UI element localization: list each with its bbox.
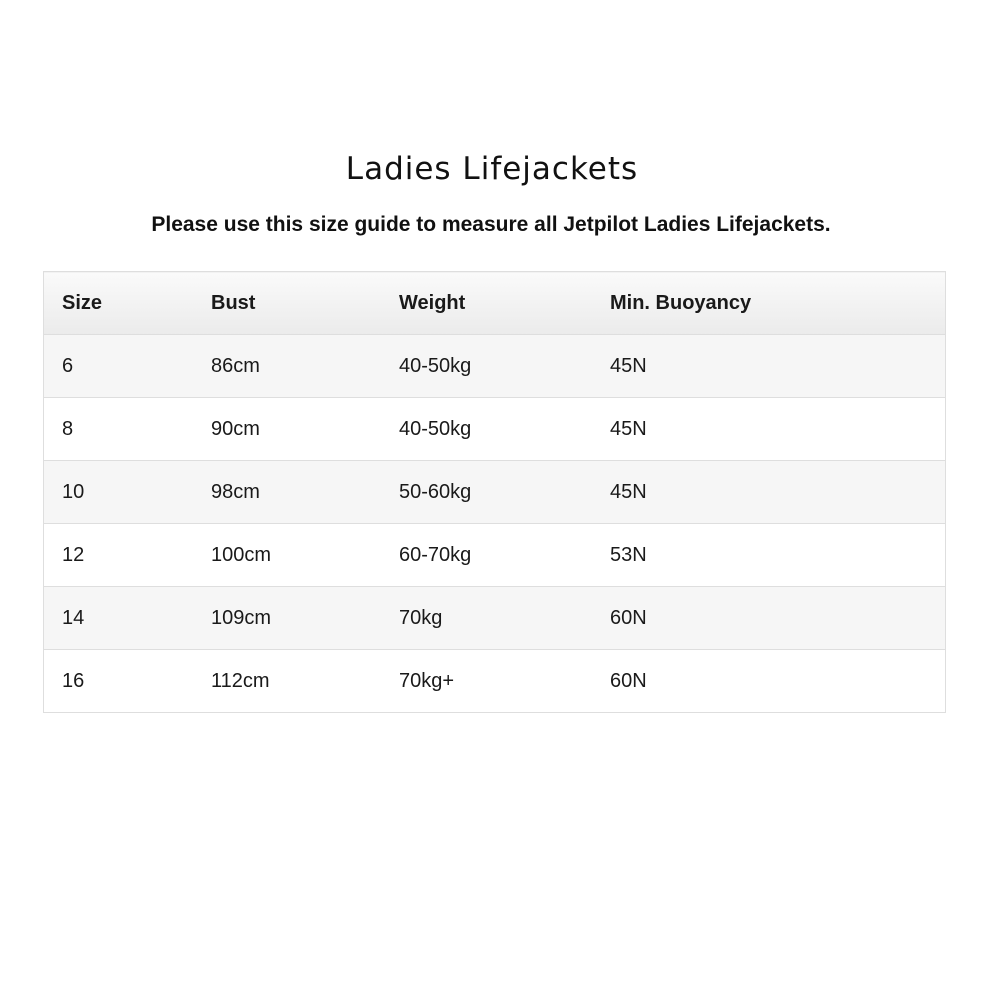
cell-min-buoyancy: 60N: [610, 650, 946, 713]
table-row: [44, 587, 946, 650]
table-header-row: [44, 272, 946, 335]
column-header-min-buoyancy: Min. Buoyancy: [610, 272, 946, 335]
cell-bust: 90cm: [211, 398, 399, 461]
page-title: Ladies Lifejackets: [345, 151, 639, 187]
column-header-bust: Bust: [211, 272, 399, 335]
size-guide-table: [43, 271, 946, 713]
cell-bust: 112cm: [211, 650, 399, 713]
cell-size: 12: [44, 524, 212, 587]
cell-weight: 70kg+: [399, 650, 610, 713]
cell-min-buoyancy: 45N: [610, 398, 946, 461]
column-header-weight: Weight: [399, 272, 610, 335]
cell-bust: 100cm: [211, 524, 399, 587]
cell-bust: 109cm: [211, 587, 399, 650]
cell-bust: 86cm: [211, 335, 399, 398]
cell-weight: 60-70kg: [399, 524, 610, 587]
cell-size: 6: [44, 335, 212, 398]
table-row: [44, 524, 946, 587]
cell-size: 10: [44, 461, 212, 524]
cell-size: 8: [44, 398, 212, 461]
cell-min-buoyancy: 45N: [610, 461, 946, 524]
page-subtitle: Please use this size guide to measure all Jetpilot Ladies Lifejackets.: [151, 213, 831, 236]
table-row: [44, 398, 946, 461]
cell-size: 16: [44, 650, 212, 713]
cell-size: 14: [44, 587, 212, 650]
table-row: [44, 461, 946, 524]
cell-weight: 70kg: [399, 587, 610, 650]
column-header-size: Size: [44, 272, 212, 335]
cell-weight: 40-50kg: [399, 398, 610, 461]
table-row: [44, 335, 946, 398]
table-row: [44, 650, 946, 713]
cell-min-buoyancy: 45N: [610, 335, 946, 398]
cell-min-buoyancy: 53N: [610, 524, 946, 587]
cell-weight: 40-50kg: [399, 335, 610, 398]
cell-bust: 98cm: [211, 461, 399, 524]
cell-weight: 50-60kg: [399, 461, 610, 524]
cell-min-buoyancy: 60N: [610, 587, 946, 650]
